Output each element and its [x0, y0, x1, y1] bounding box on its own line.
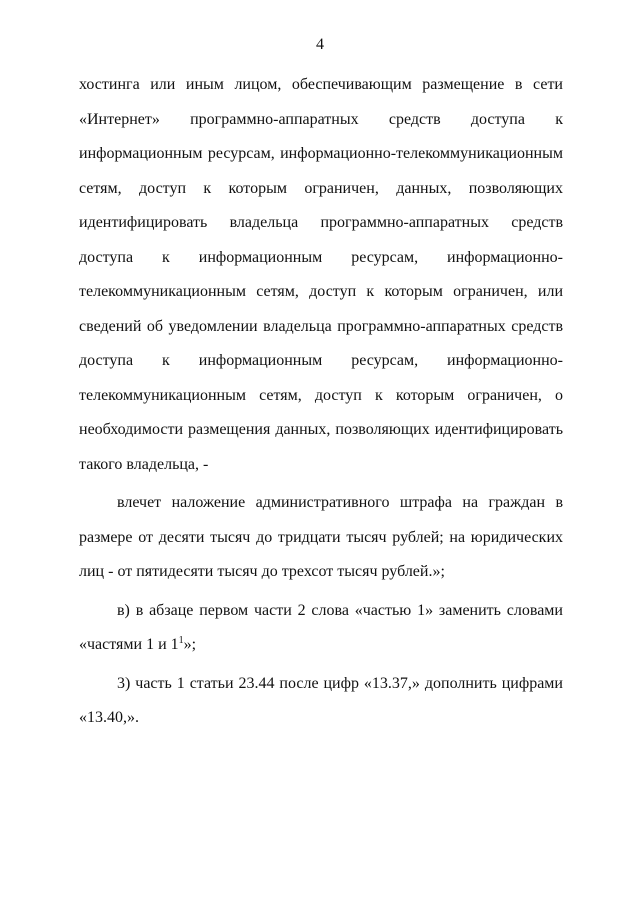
paragraph-hosting-clause: хостинга или иным лицом, обеспечивающим размещение в сети «Интернет» программно-аппаратных средств доступа к информационным ресурсам, информационно-телекоммуникационным сетям, доступ к которым ограничен, данных, позволяющих идентифицировать владельца программно-аппаратных средств доступа к информационным ресурсам, информационно-телекоммуникационным сетям, доступ к которым ограничен, или сведений об уведомлении владельца программно-аппаратных средств доступа к информационным ресурсам, информационно-телекоммуникационным сетям, доступ к которым ограничен, о необходимости размещения данных, позволяющих идентифицировать такого владельца, -	[79, 76, 563, 473]
paragraph-penalty: влечет наложение административного штрафа на граждан в размере от десяти тысяч до тридцати тысяч рублей; на юридических лиц - от пятидесяти тысяч до трехсот тысяч рублей.»;	[79, 494, 563, 580]
amendment-v-text: в) в абзаце первом части 2 слова «частью 1» заменить словами «частями 1 и 1	[79, 601, 563, 653]
page-number: 4	[316, 36, 324, 53]
paragraph-amendment-v	[79, 594, 563, 663]
superscript-one: 1	[178, 635, 184, 646]
amendment-v-tail: »;	[183, 636, 197, 653]
document-body	[79, 68, 563, 736]
paragraph-amendment-3: 3) часть 1 статьи 23.44 после цифр «13.37,» дополнить цифрами «13.40,».	[79, 674, 563, 726]
